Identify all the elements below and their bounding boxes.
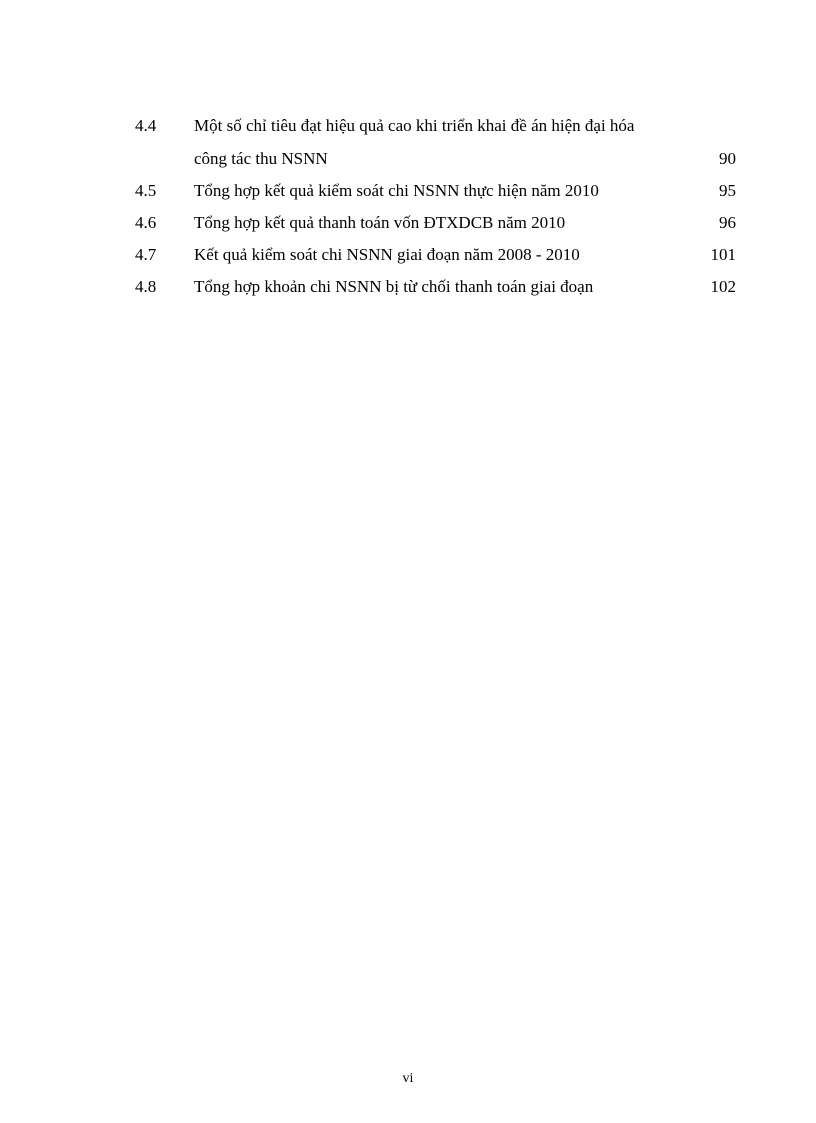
toc-entry-number: 4.4 — [135, 116, 157, 135]
toc-entry-title: Tổng hợp kết quả kiểm soát chi NSNN thực hiện năm 2010 — [194, 181, 599, 200]
toc-entry-page: 102 — [710, 277, 736, 296]
toc-entry-title: Tổng hợp kết quả thanh toán vốn ĐTXDCB năm 2010 — [194, 213, 566, 232]
toc-entry-page: 96 — [719, 213, 736, 232]
toc-entry-title-continuation: công tác thu NSNN — [194, 149, 328, 168]
toc-entry-number: 4.5 — [135, 181, 157, 200]
toc-entry-number: 4.8 — [135, 277, 157, 296]
toc-entry-page: 95 — [719, 181, 736, 200]
toc-entry-title: Kết quả kiểm soát chi NSNN giai đoạn năm 2008 - 2010 — [194, 245, 580, 264]
toc-entry-title: Tổng hợp khoản chi NSNN bị từ chối thanh toán giai đoạn — [194, 277, 594, 296]
toc-entry-title: Một số chỉ tiêu đạt hiệu quả cao khi triển khai đề án hiện đại hóa — [194, 116, 635, 135]
toc-entry-number: 4.7 — [135, 245, 157, 264]
page-number-footer: vi — [402, 1071, 414, 1086]
toc-entry-page: 90 — [719, 149, 736, 168]
toc-entry-page: 101 — [710, 245, 736, 264]
toc-entry-number: 4.6 — [135, 213, 157, 232]
